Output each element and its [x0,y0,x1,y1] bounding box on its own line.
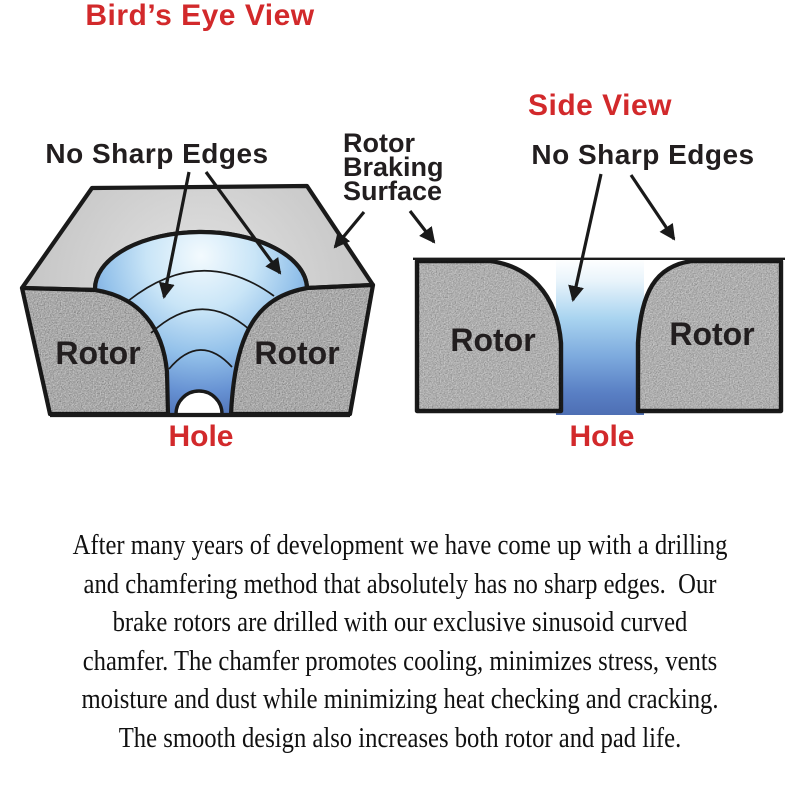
description-line: moisture and dust while minimizing heat checking and cracking. [81,684,719,715]
description-line: chamfer. The chamfer promotes cooling, minimizes stress, vents [82,645,718,677]
sideview-title: Side View [527,89,672,122]
rotor-braking-surface-label [343,128,483,206]
sideview-hole [556,259,644,415]
birdseye-diagram [10,186,387,422]
description-line: The smooth design also increases both rotor and pad life. [118,722,682,754]
birdseye-title: Bird’s Eye View [85,0,315,32]
arrow-no-sharp-edges-right-b [631,175,674,239]
arrow-braking-surface-to-sideview [410,211,434,242]
sideview-rotor-label-left: Rotor [450,322,536,358]
birdseye-rotor-label-left: Rotor [55,335,141,371]
sideview-hole-label: Hole [569,420,635,453]
description-line: and chamfering method that absolutely has no sharp edges. Our [83,568,717,600]
arrow-braking-surface-to-birdseye [335,212,364,247]
sideview-rotor-label-right: Rotor [669,316,755,352]
rotor-braking-surface-line1: Rotor [343,128,415,158]
description-line: brake rotors are drilled with our exclusive sinusoid curved [112,607,688,638]
description-line: After many years of development we have come up with a drilling [72,530,728,561]
birdseye-rotor-label-right: Rotor [254,335,340,371]
birdseye-hole-label: Hole [168,420,234,453]
rotor-braking-surface-line2: Braking [343,152,444,182]
no-sharp-edges-label-right: No Sharp Edges [531,139,755,170]
no-sharp-edges-label-left: No Sharp Edges [45,138,269,169]
rotor-braking-surface-line3: Surface [343,176,443,206]
description-paragraph [0,527,800,758]
